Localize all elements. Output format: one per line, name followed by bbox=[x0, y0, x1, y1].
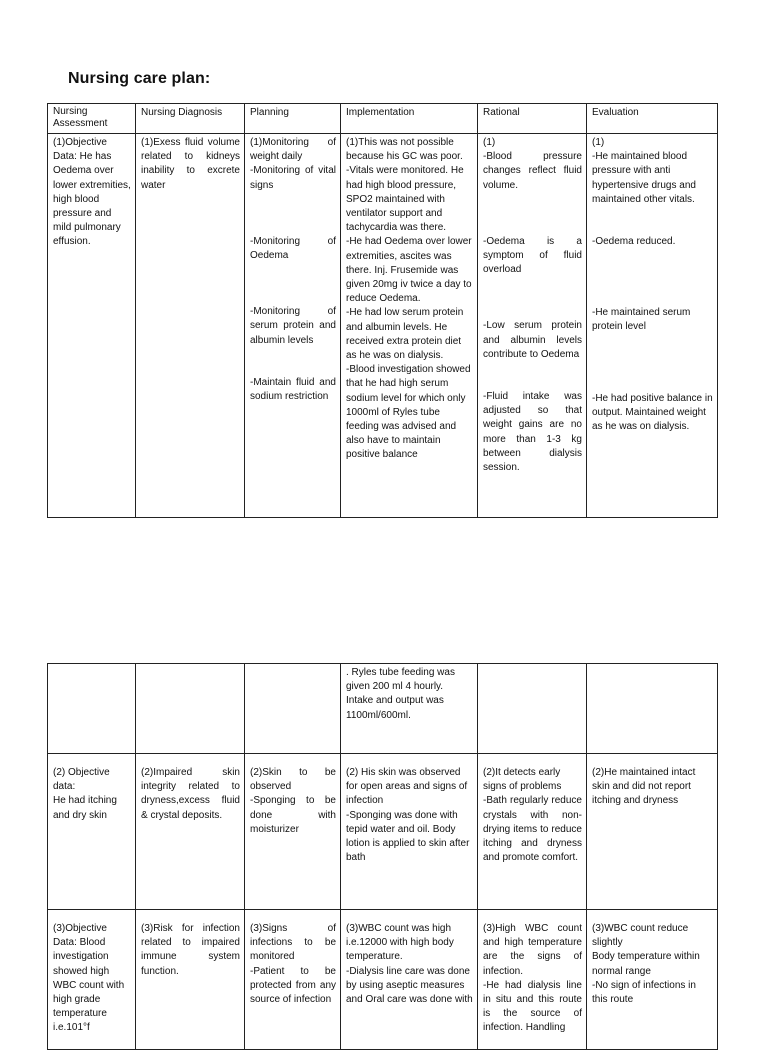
planning-cell bbox=[245, 664, 341, 754]
planning-cell: (3)Signs of infections to be monitored -Patient to be protected from any source of infection bbox=[245, 910, 341, 1050]
care-plan-table bbox=[47, 103, 718, 518]
header-row bbox=[48, 104, 718, 134]
table-row bbox=[48, 754, 718, 910]
evaluation-cell: (2)He maintained intact skin and did not report itching and dryness bbox=[587, 754, 718, 910]
implementation-cell: (2) His skin was observed for open areas and signs of infection -Sponging was done with tepid water and oil. Body lotion is applied to skin after bath bbox=[341, 754, 478, 910]
header-planning: Planning bbox=[245, 104, 341, 134]
diagnosis-cell: (1)Exess fluid volume related to kidneys inability to excrete water bbox=[136, 134, 245, 518]
table-row bbox=[48, 134, 718, 518]
header-assessment: Nursing Assessment bbox=[48, 104, 136, 134]
implementation-cell: (1)This was not possible because his GC was poor. -Vitals were monitored. He had high blood pressure, SPO2 maintained with ventilator support and tachycardia was there. -He had Oedema over lower extremities, ascites was there. Inj. Frusemide was given 20mg iv twice a day to reduce Oedema. -He had low serum protein and albumin levels. He received extra protein diet as he was on dialysis. -Blood investigation showed that he had high serum sodium level for which only 1000ml of Ryles tube feeding was advised and also have to maintain positive balance bbox=[341, 134, 478, 518]
page-title: Nursing care plan: bbox=[68, 70, 211, 87]
diagnosis-cell bbox=[136, 664, 245, 754]
rational-cell bbox=[478, 664, 587, 754]
evaluation-cell bbox=[587, 664, 718, 754]
table-row bbox=[48, 664, 718, 754]
rational-cell: (2)It detects early signs of problems -Bath regularly reduce crystals with non-drying items to reduce itching and dryness and promote comfort. bbox=[478, 754, 587, 910]
evaluation-cell: (3)WBC count reduce slightly Body temperature within normal range -No sign of infections in this route bbox=[587, 910, 718, 1050]
implementation-cell: . Ryles tube feeding was given 200 ml 4 hourly. Intake and output was 1100ml/600ml. bbox=[341, 664, 478, 754]
rational-cell: (3)High WBC count and high temperature are the signs of infection. -He had dialysis line in situ and this route is the source of infection. Handling bbox=[478, 910, 587, 1050]
table-row bbox=[48, 910, 718, 1050]
planning-cell: (1)Monitoring of weight daily -Monitoring of vital signs -Monitoring of Oedema -Monitoring of serum protein and albumin levels -Maintain fluid and sodium restriction bbox=[245, 134, 341, 518]
diagnosis-cell: (3)Risk for infection related to impaired immune system function. bbox=[136, 910, 245, 1050]
header-diagnosis: Nursing Diagnosis bbox=[136, 104, 245, 134]
assessment-cell: (2) Objective data: He had itching and dry skin bbox=[48, 754, 136, 910]
header-rational: Rational bbox=[478, 104, 587, 134]
assessment-cell: (1)Objective Data: He has Oedema over lower extremities, high blood pressure and mild pulmonary effusion. bbox=[48, 134, 136, 518]
rational-cell: (1) -Blood pressure changes reflect fluid volume. -Oedema is a symptom of fluid overload -Low serum protein and albumin levels contribute to Oedema -Fluid intake was adjusted so that weight gains are no more than 1-3 kg between dialysis session. bbox=[478, 134, 587, 518]
evaluation-cell: (1) -He maintained blood pressure with anti hypertensive drugs and maintained other vitals. -Oedema reduced. -He maintained serum protein level -He had positive balance in output. Maintained weight as he was on dialysis. bbox=[587, 134, 718, 518]
planning-cell: (2)Skin to be observed -Sponging to be done with moisturizer bbox=[245, 754, 341, 910]
assessment-cell: (3)Objective Data: Blood investigation showed high WBC count with high grade temperature i.e.101°f bbox=[48, 910, 136, 1050]
assessment-cell bbox=[48, 664, 136, 754]
header-implementation: Implementation bbox=[341, 104, 478, 134]
header-evaluation: Evaluation bbox=[587, 104, 718, 134]
care-plan-table-continued bbox=[47, 663, 718, 1050]
implementation-cell: (3)WBC count was high i.e.12000 with high body temperature. -Dialysis line care was done by using aseptic measures and Oral care was done with bbox=[341, 910, 478, 1050]
diagnosis-cell: (2)Impaired skin integrity related to dryness,excess fluid & crystal deposits. bbox=[136, 754, 245, 910]
